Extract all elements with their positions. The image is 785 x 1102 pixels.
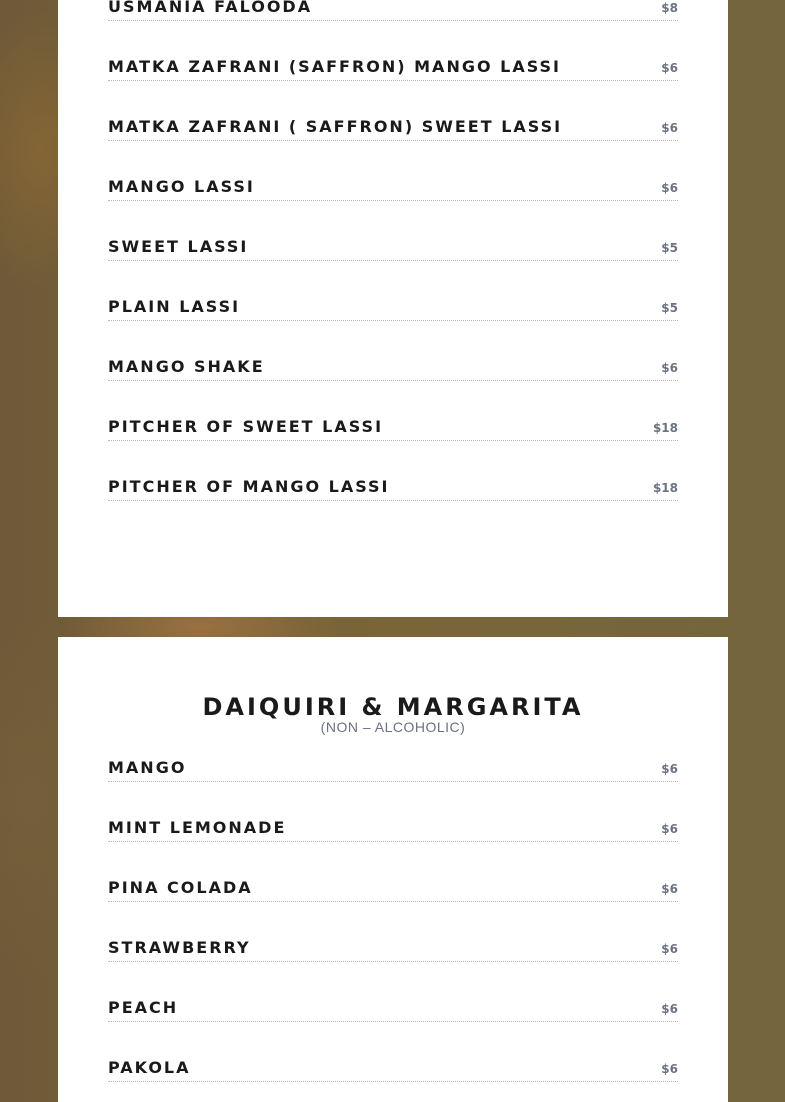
menu-item-name: MANGO [108,758,187,777]
menu-item-price: $6 [661,1062,678,1076]
menu-item-price: $6 [661,882,678,896]
menu-item [108,877,678,902]
menu-item [108,0,678,21]
menu-item-price: $6 [661,361,678,375]
menu-item [108,176,678,201]
menu-item-name: PLAIN LASSI [108,297,241,316]
menu-item [108,56,678,81]
menu-item-price: $6 [661,61,678,75]
menu-item-name: MINT LEMONADE [108,818,287,837]
menu-item-price: $6 [661,1002,678,1016]
menu-item-name: MATKA ZAFRANI ( SAFFRON) SWEET LASSI [108,117,563,136]
menu-item-price: $5 [661,241,678,255]
section-title: DAIQUIRI & MARGARITA [202,693,584,721]
menu-item [108,1057,678,1082]
menu-item [108,757,678,782]
menu-item-price: $8 [661,1,678,15]
menu-item-name: PAKOLA [108,1058,191,1077]
menu-item-name: USMANIA FALOODA [108,0,313,16]
daiquiri-menu-panel [58,637,728,1102]
menu-item-name: MATKA ZAFRANI (SAFFRON) MANGO LASSI [108,57,561,76]
lassi-menu-panel [58,0,728,617]
menu-item-name: STRAWBERRY [108,938,251,957]
menu-item-price: $6 [661,762,678,776]
menu-item-name: PEACH [108,998,179,1017]
menu-item [108,476,678,501]
menu-item [108,116,678,141]
menu-item-name: MANGO SHAKE [108,357,265,376]
menu-item [108,356,678,381]
menu-item-price: $6 [661,822,678,836]
menu-item-price: $18 [652,421,678,435]
menu-item-price: $5 [661,301,678,315]
menu-item [108,937,678,962]
menu-item-name: PITCHER OF MANGO LASSI [108,477,390,496]
menu-item-price: $18 [652,481,678,495]
menu-item-price: $6 [661,121,678,135]
menu-item-name: SWEET LASSI [108,237,249,256]
menu-item [108,296,678,321]
menu-item-name: MANGO LASSI [108,177,255,196]
menu-item [108,817,678,842]
menu-item [108,997,678,1022]
menu-item-name: PINA COLADA [108,878,253,897]
menu-item [108,416,678,441]
menu-item-price: $6 [661,942,678,956]
section-subtitle: (NON – ALCOHOLIC) [320,719,466,735]
menu-item [108,236,678,261]
menu-item-name: PITCHER OF SWEET LASSI [108,417,384,436]
menu-item-price: $6 [661,181,678,195]
